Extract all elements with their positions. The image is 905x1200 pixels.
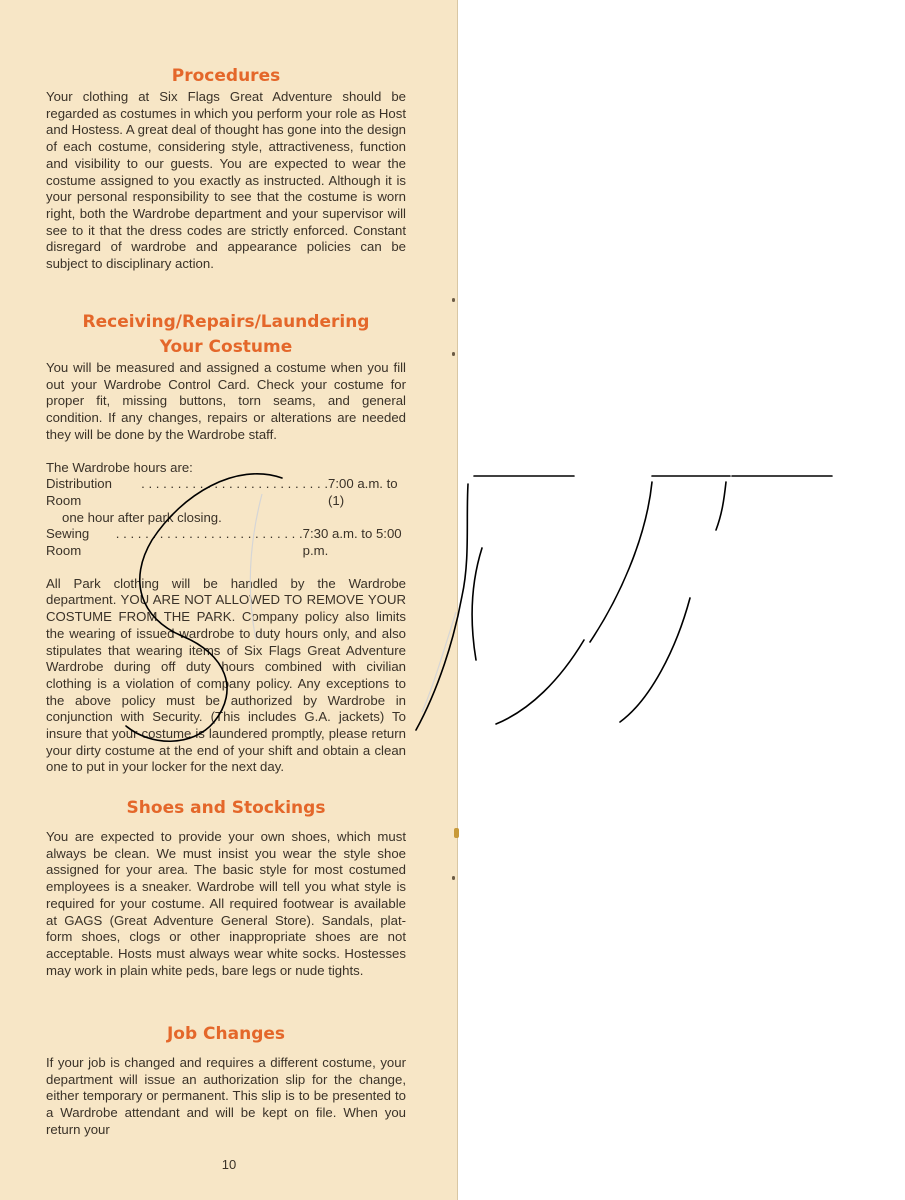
section-shoes (46, 796, 406, 979)
distribution-row: Distribution Room . . . . . . . . . . . . . . . . . . . . . . . . . . 7:00 a.m. to (1) (46, 476, 406, 509)
section-procedures (46, 64, 406, 273)
sewing-label: Sewing Room (46, 526, 90, 559)
section-receiving (46, 310, 406, 776)
staple-mark (452, 298, 455, 302)
shoes-heading: Shoes and Stockings (126, 798, 326, 818)
shoes-body: You are expected to provide your own shoes, which must always be clean. We must insist you wear the style shoe assigned for your area. The basic style for most costumed employees is a sneaker. Wardrobe will tell you what style is required for your costume. All required footwear is available at GAGS (Great Adventure General Store). Sandals, plat-form shoes, clogs or other inappropriate shoes are not acceptable. Hosts must always wear white socks. Hostesses may work in plain white peds, bare legs or nude tights. (46, 829, 406, 978)
right-page (458, 0, 905, 1200)
distribution-label: Distribution Room (46, 476, 112, 508)
hours-heading: The Wardrobe hours are: (46, 459, 193, 475)
job-changes-heading: Job Changes (166, 1024, 286, 1044)
sewing-row: Sewing Room . . . . . . . . . . . . . . . . . . . . . . . . . . 7:30 a.m. to 5:00 p.m. (46, 526, 406, 559)
receiving-heading-line2: Your Costume (159, 337, 293, 357)
receiving-heading-line1: Receiving/Repairs/Laundering (82, 312, 370, 332)
distribution-time: 7:00 a.m. to (1) (327, 476, 398, 508)
section-job-changes (46, 1022, 406, 1139)
staple-mark (452, 876, 455, 880)
policy-body: All Park clothing will be handled by the Wardrobe department. YOU ARE NOT ALLOWED TO REMOVE YOUR COSTUME FROM THE PARK. Company policy also limits the wearing of issued wardrobe to duty hours only, and also stipulates that wearing items of Six Flags Great Adventure Wardrobe during off duty hours combined with civilian clothing is a violation of company policy. Any exceptions to the above policy must be authorized by Wardrobe in conjunction with Security. (This includes G.A. jackets) To insure that your costume is laundered promptly, please return your dirty costume at the end of your shift and obtain a clean one to put in your locker for the next day. (46, 575, 406, 775)
staple-mark (454, 828, 459, 838)
job-changes-body: If your job is changed and requires a different costume, your department will issue an authorization slip for the change, either temporary or permanent. This slip is to be presented to a Wardrobe attendant and will be kept on file. When you return your (46, 1055, 406, 1137)
staple-mark (452, 352, 455, 356)
receiving-body: You will be measured and assigned a costume when you fill out your Wardrobe Control Card. Check your costume for proper fit, missing buttons, torn seams, and general condition. If any changes, repairs or alterations are needed they will be done by the Wardrobe staff. (46, 360, 406, 442)
distribution-cont: one hour after park closing. (62, 509, 222, 525)
procedures-body: Your clothing at Six Flags Great Adventure should be regarded as costumes in which you perform your role as Host and Hostess. A great deal of thought has gone into the design of each costume, considering style, attractiveness, function and visibility to our guests. You are expected to wear the costume assigned to you exactly as instructed. Although it is your personal responsibility to see that the costume is worn right, both the Wardrobe department and your supervisor will see to it that the dress codes are strictly enforced. Constant disregard of wardrobe and appearance policies can be subject to disciplinary action. (46, 89, 406, 272)
page-number: 10 (221, 1157, 237, 1172)
receiving-heading (46, 310, 406, 360)
wardrobe-hours (46, 460, 406, 560)
procedures-heading: Procedures (171, 66, 281, 86)
sewing-time: 7:30 a.m. to 5:00 p.m. (302, 526, 402, 559)
